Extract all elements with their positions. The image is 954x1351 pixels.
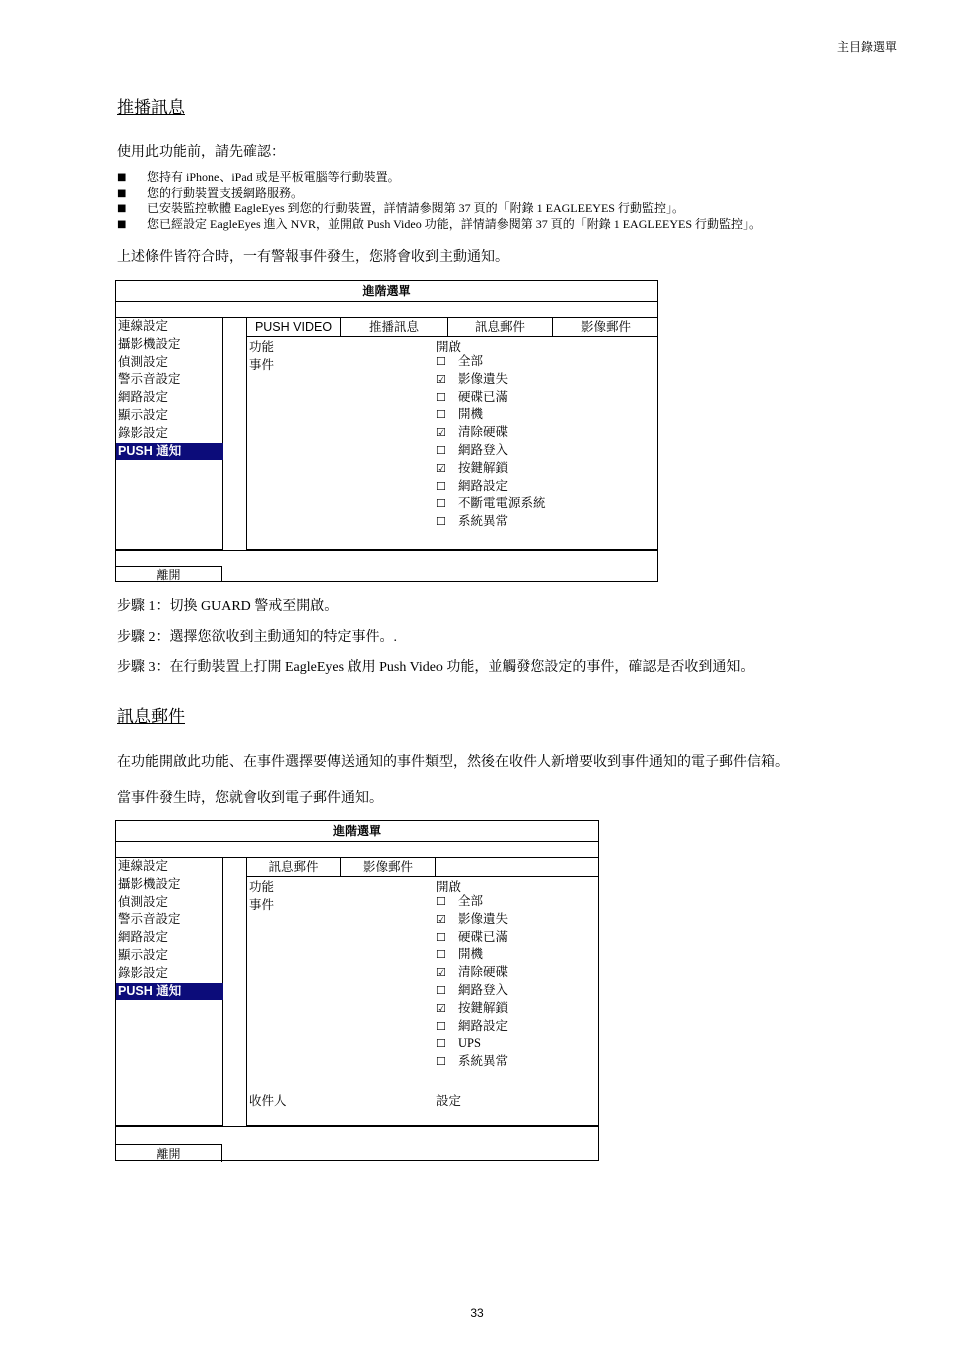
event-label: 系統異常: [458, 514, 509, 529]
tab-video-mail[interactable]: 影像郵件: [341, 858, 436, 876]
menu-title: 進階選單: [116, 281, 657, 302]
event-row[interactable]: [436, 513, 508, 531]
event-label: 全部: [458, 354, 484, 368]
checked-checkbox-icon[interactable]: ☑: [436, 912, 446, 926]
event-row[interactable]: [436, 371, 508, 389]
list-item: ■ 已安裝監控軟體 EagleEyes 到您的行動裝置，詳情請參閱第 37 頁的「附錄 1 EAGLEEYES 行動監控」。: [117, 201, 684, 215]
event-row[interactable]: [436, 1053, 508, 1071]
tab-video-mail[interactable]: 影像郵件: [580, 320, 631, 334]
event-row[interactable]: [436, 389, 508, 407]
mail-note: 當事件發生時，您就會收到電子郵件通知。: [117, 791, 383, 806]
bullet-icon: ■: [117, 187, 127, 199]
tab-push-message[interactable]: 推播訊息: [368, 320, 419, 334]
event-label: 清除硬碟: [458, 425, 509, 440]
checked-checkbox-icon[interactable]: ☑: [436, 966, 446, 980]
exit-button[interactable]: 離開: [116, 1144, 222, 1162]
event-row[interactable]: [436, 1035, 481, 1053]
tab-push-video[interactable]: PUSH VIDEO: [247, 318, 341, 336]
event-row[interactable]: [436, 911, 508, 929]
menu-subheader: [116, 301, 657, 318]
exit-row: [116, 550, 657, 584]
event-row[interactable]: [436, 1018, 508, 1036]
event-label: 按鍵解鎖: [458, 460, 509, 475]
menu-sidebar: [116, 317, 223, 550]
event-label: 全部: [458, 894, 484, 908]
checked-checkbox-icon[interactable]: ☑: [436, 372, 446, 386]
tab-message-mail[interactable]: 訊息郵件: [247, 858, 341, 876]
summary-text: 上述條件皆符合時，一有警報事件發生，您將會收到主動通知。: [117, 250, 509, 265]
intro-text: 使用此功能前，請先確認：: [117, 145, 285, 160]
sidebar-item-network[interactable]: 網路設定: [118, 390, 169, 405]
checked-checkbox-icon[interactable]: ☑: [436, 1001, 446, 1015]
value-enabled[interactable]: 開啟: [436, 880, 462, 894]
bullet-icon: ■: [117, 172, 127, 183]
event-label: UPS: [458, 1036, 481, 1051]
sidebar-item-camera[interactable]: 攝影機設定: [118, 876, 181, 891]
checked-checkbox-icon[interactable]: ☑: [436, 461, 446, 475]
unchecked-checkbox-icon[interactable]: ☐: [436, 479, 446, 493]
list-item: ■ 您的行動裝置支援網路服務。: [117, 185, 304, 200]
unchecked-checkbox-icon[interactable]: ☐: [436, 930, 446, 944]
sidebar-item-detection[interactable]: 偵測設定: [118, 894, 169, 909]
sidebar-item-alert[interactable]: 警示音設定: [118, 372, 181, 387]
unchecked-checkbox-icon[interactable]: ☐: [436, 895, 446, 908]
event-row[interactable]: [436, 442, 508, 460]
advanced-menu-push: [115, 280, 658, 582]
menu-title: 進階選單: [116, 821, 598, 842]
menu-content: [246, 317, 658, 550]
unchecked-checkbox-icon[interactable]: ☐: [436, 408, 446, 422]
sidebar-item-network[interactable]: 網路設定: [118, 930, 169, 945]
event-label: 按鍵解鎖: [458, 1000, 509, 1015]
exit-row: [116, 1126, 598, 1163]
event-label: 硬碟已滿: [458, 389, 509, 404]
unchecked-checkbox-icon[interactable]: ☐: [436, 1037, 446, 1051]
event-row[interactable]: [436, 406, 483, 424]
header-nav: 主目錄選單: [836, 40, 897, 54]
event-label: 網路登入: [458, 983, 509, 997]
list-item: ■ 您持有 iPhone、iPad 或是平板電腦等行動裝置。: [117, 170, 400, 184]
event-label: 清除硬碟: [458, 965, 509, 980]
event-row[interactable]: [436, 424, 508, 442]
event-row[interactable]: [436, 460, 508, 478]
label-event: 事件: [249, 358, 275, 372]
event-row[interactable]: [436, 353, 483, 371]
step-1: 步驟 1：切換 GUARD 警戒至開啟。: [117, 599, 339, 614]
event-label: 不斷電電源系統: [458, 496, 546, 511]
sidebar-item-display[interactable]: 顯示設定: [118, 947, 169, 962]
event-row[interactable]: [436, 495, 546, 513]
checked-checkbox-icon[interactable]: ☑: [436, 426, 446, 440]
unchecked-checkbox-icon[interactable]: ☐: [436, 948, 446, 962]
event-row[interactable]: [436, 893, 483, 911]
event-row[interactable]: [436, 964, 508, 982]
bullet-icon: ■: [117, 203, 127, 214]
label-function: 功能: [249, 340, 275, 354]
mail-intro: 在功能開啟此功能、在事件選擇要傳送通知的事件類型，然後在收件人新增要收到事件通知的電子郵件信箱。: [117, 755, 789, 770]
sidebar-item-camera[interactable]: 攝影機設定: [118, 336, 181, 351]
event-label: 系統異常: [458, 1054, 509, 1069]
list-item: ■ 您已經設定 EagleEyes 進入 NVR，並開啟 Push Video 功能，詳情請參閱第 37 頁的「附錄 1 EAGLEEYES 行動監控」。: [117, 216, 762, 231]
sidebar-item-push[interactable]: PUSH 通知: [116, 443, 223, 461]
unchecked-checkbox-icon[interactable]: ☐: [436, 497, 446, 511]
event-label: 影像遺失: [458, 371, 509, 386]
sidebar-item-push[interactable]: PUSH 通知: [116, 983, 223, 1001]
menu-content: [246, 857, 599, 1126]
section-title-mail: 訊息郵件: [117, 707, 185, 726]
advanced-menu-mail: [115, 820, 599, 1161]
recipient-setting-button[interactable]: 設定: [436, 1094, 462, 1108]
event-label: 網路設定: [458, 478, 509, 493]
value-enabled[interactable]: 開啟: [436, 340, 462, 354]
sidebar-item-record[interactable]: 錄影設定: [118, 965, 169, 980]
unchecked-checkbox-icon[interactable]: ☐: [436, 1055, 446, 1069]
menu-subheader: [116, 841, 598, 858]
sidebar-item-alert[interactable]: 警示音設定: [118, 912, 181, 927]
unchecked-checkbox-icon[interactable]: ☐: [436, 355, 446, 368]
bullet-icon: ■: [117, 218, 127, 230]
unchecked-checkbox-icon[interactable]: ☐: [436, 1019, 446, 1033]
unchecked-checkbox-icon[interactable]: ☐: [436, 390, 446, 404]
step-2: 步驟 2：選擇您欲收到主動通知的特定事件。.: [117, 630, 397, 645]
event-row[interactable]: [436, 946, 483, 964]
event-row[interactable]: [436, 929, 508, 947]
requirement-list: [117, 170, 761, 232]
sidebar-item-connection[interactable]: 連線設定: [118, 859, 169, 873]
event-row[interactable]: [436, 1000, 508, 1018]
unchecked-checkbox-icon[interactable]: ☐: [436, 444, 446, 457]
event-label: 網路登入: [458, 443, 509, 457]
unchecked-checkbox-icon[interactable]: ☐: [436, 515, 446, 529]
unchecked-checkbox-icon[interactable]: ☐: [436, 984, 446, 997]
sidebar-item-display[interactable]: 顯示設定: [118, 407, 169, 422]
menu-sidebar: [116, 857, 223, 1126]
tab-row: [247, 858, 599, 877]
sidebar-item-record[interactable]: 錄影設定: [118, 425, 169, 440]
label-function: 功能: [249, 880, 275, 894]
event-label: 開機: [458, 407, 484, 422]
event-label: 開機: [458, 947, 484, 962]
page-number: 33: [470, 1306, 484, 1320]
sidebar-item-connection[interactable]: 連線設定: [118, 319, 169, 333]
section-title-push: 推播訊息: [117, 98, 185, 117]
exit-button[interactable]: 離開: [116, 566, 222, 582]
label-recipient: 收件人: [249, 1094, 287, 1108]
sidebar-item-detection[interactable]: 偵測設定: [118, 354, 169, 369]
event-row[interactable]: [436, 982, 508, 1000]
step-3: 步驟 3：在行動裝置上打開 EagleEyes 啟用 Push Video 功能，並觸發您設定的事件，確認是否收到通知。: [117, 660, 755, 675]
event-label: 影像遺失: [458, 911, 509, 926]
event-label: 網路設定: [458, 1018, 509, 1033]
event-label: 硬碟已滿: [458, 929, 509, 944]
tab-row: [247, 318, 658, 337]
label-event: 事件: [249, 898, 275, 912]
event-row[interactable]: [436, 478, 508, 496]
tab-message-mail[interactable]: 訊息郵件: [447, 318, 553, 336]
